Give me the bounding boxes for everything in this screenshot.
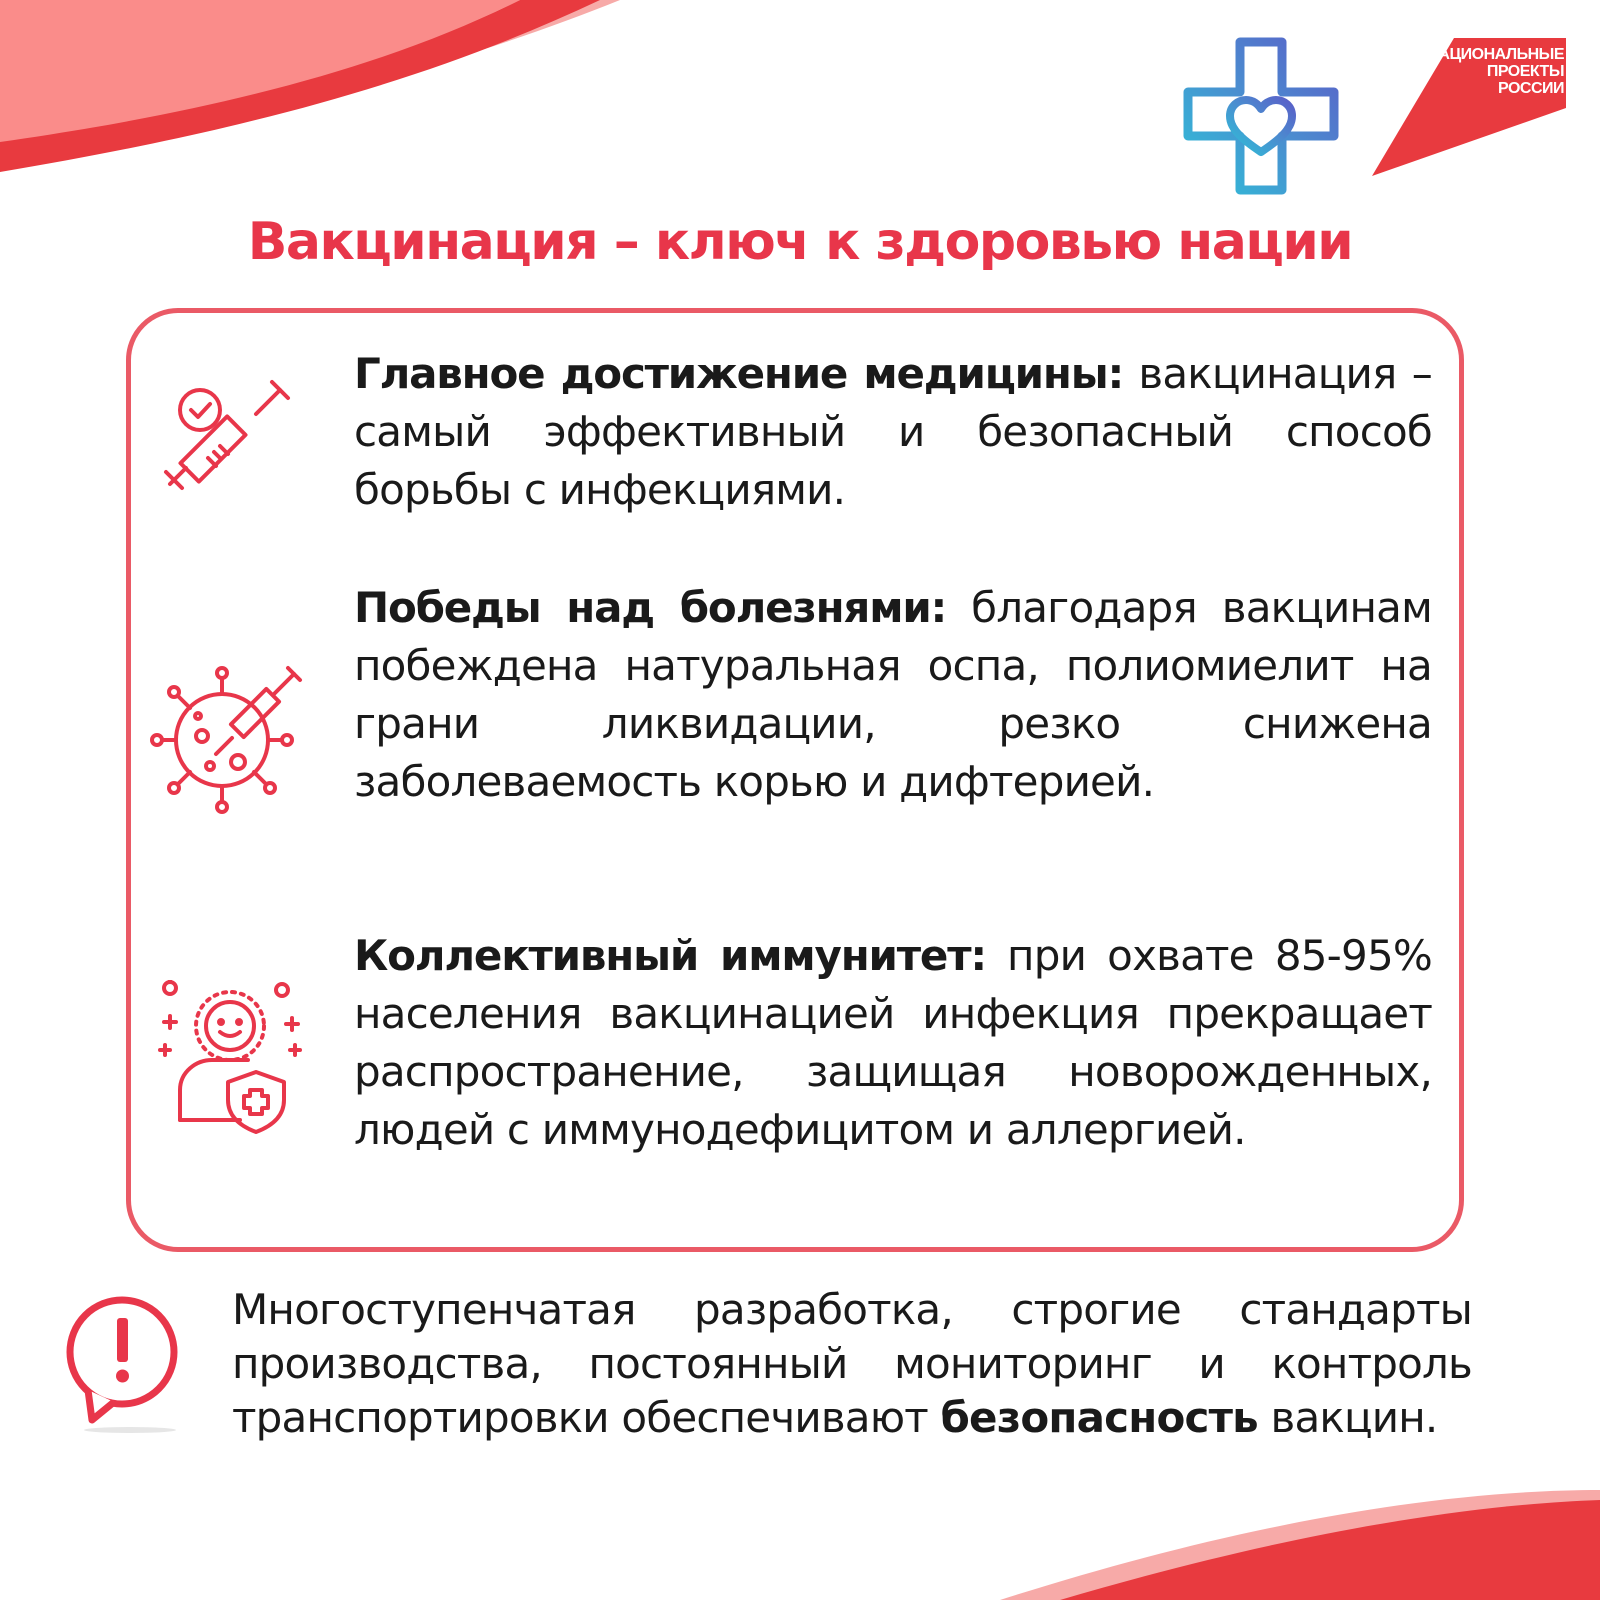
person-shield-icon bbox=[152, 980, 312, 1140]
item-herd-immunity bbox=[354, 927, 1432, 1159]
national-projects-line-3: РОССИИ bbox=[1497, 80, 1564, 97]
footer-text-end: вакцин. bbox=[1270, 1393, 1438, 1442]
syringe-check-icon bbox=[160, 368, 300, 508]
item-main-achievement bbox=[354, 345, 1432, 519]
footer-text-main: Многоступенчатая разработка, строгие стандарты производства, постоянный мониторинг и контроль транспортировки обеспечивают bbox=[232, 1285, 1472, 1442]
item-heading: Коллективный иммунитет: bbox=[354, 931, 986, 980]
national-projects-line-1: НАЦИОНАЛЬНЫЕ bbox=[1427, 46, 1564, 63]
page-title: Вакцинация – ключ к здоровью нации bbox=[247, 212, 1353, 272]
exclamation-bubble-icon bbox=[62, 1290, 192, 1440]
item-text: при охвате 85-95% населения вакцинацией инфекция прекращает распространение, защищая новорожденных, людей с иммунодефицитом и аллергией. bbox=[354, 931, 1432, 1154]
item-text: вакцинация – самый эффективный и безопасный способ борьбы с инфекциями. bbox=[354, 349, 1432, 514]
virus-syringe-icon bbox=[150, 658, 310, 818]
item-heading: Главное достижение медицины: bbox=[354, 349, 1124, 398]
item-heading: Победы над болезнями: bbox=[354, 583, 947, 632]
item-text: благодаря вакцинам побеждена натуральная оспа, полиомиелит на грани ликвидации, резко снижена заболеваемость корью и дифтерией. bbox=[354, 583, 1432, 806]
footer-text-bold: безопасность bbox=[940, 1393, 1258, 1442]
health-cross-heart-icon bbox=[1178, 34, 1344, 198]
footer-note bbox=[232, 1283, 1472, 1445]
national-projects-label bbox=[1404, 46, 1564, 97]
item-disease-victories bbox=[354, 579, 1432, 811]
national-projects-line-2: ПРОЕКТЫ bbox=[1486, 63, 1564, 80]
